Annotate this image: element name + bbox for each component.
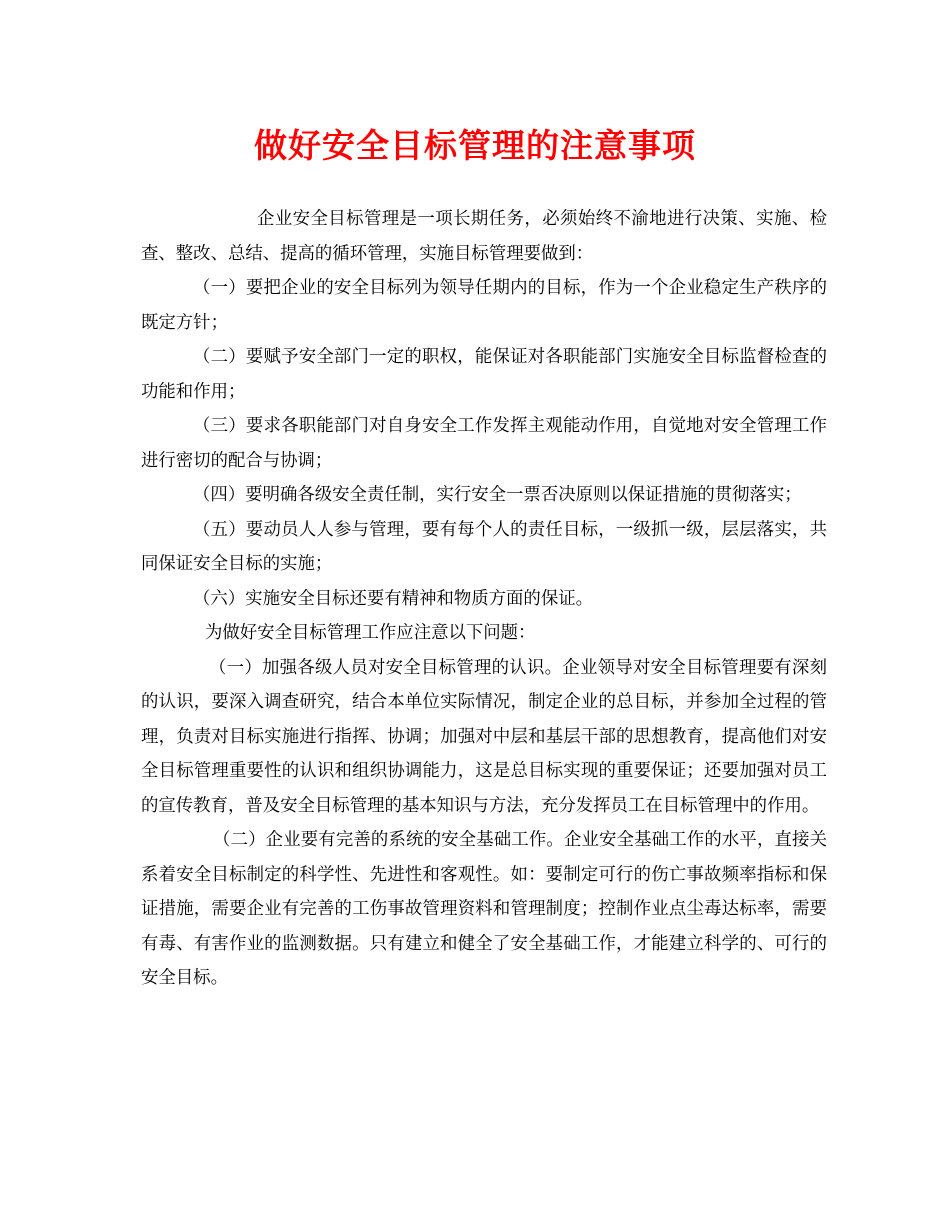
paragraph-issue-1: （一）加强各级人员对安全目标管理的认识。企业领导对安全目标管理要有深刻的认识，要深入调查研究，结合本单位实际情况，制定企业的总目标，并参加全过程的管理，负责对目标实施进行指挥、协调；加强对中层和基层干部的思想教育，提高他们对安全目标管理重要性的认识和组织协调能力，这是总目标实现的重要保证；还要加强对员工的宣传教育，普及安全目标管理的基本知识与方法，充分发挥员工在目标管理中的作用。 xyxy=(141,657,827,816)
paragraph-issue-2: （二）企业要有完善的系统的安全基础工作。企业安全基础工作的水平，直接关系着安全目标制定的科学性、先进性和客观性。如：要制定可行的伤亡事故频率指标和保证措施，需要企业有完善的工伤事故管理资料和管理制度；控制作业点尘毒达标率，需要有毒、有害作业的监测数据。只有建立和健全了安全基础工作，才能建立科学的、可行的安全目标。 xyxy=(141,830,827,988)
paragraph-item-2: （二）要赋予安全部门一定的职权，能保证对各职能部门实施安全目标监督检查的功能和作用； xyxy=(141,347,827,402)
paragraph-item-6: （六）实施安全目标还要有精神和物质方面的保证。 xyxy=(193,588,593,609)
document-body xyxy=(141,202,827,996)
paragraph-issues-intro: 为做好安全目标管理工作应注意以下问题： xyxy=(205,623,536,643)
paragraph-item-1: （一）要把企业的安全目标列为领导任期内的目标，作为一个企业稳定生产秩序的既定方针； xyxy=(141,278,827,333)
paragraph-item-3: （三）要求各职能部门对自身安全工作发挥主观能动作用，自觉地对安全管理工作进行密切的配合与协调； xyxy=(141,416,827,471)
paragraph-item-5: （五）要动员人人参与管理，要有每个人的责任目标，一级抓一级，层层落实，共同保证安全目标的实施； xyxy=(141,519,827,574)
paragraph-item-4: （四）要明确各级安全责任制，实行安全一票否决原则以保证措施的贯彻落实； xyxy=(193,485,802,505)
document-title: 做好安全目标管理的注意事项 xyxy=(254,126,696,165)
paragraph-intro: 企业安全目标管理是一项长期任务，必须始终不渝地进行决策、实施、检查、整改、总结、提高的循环管理，实施目标管理要做到： xyxy=(141,209,827,264)
